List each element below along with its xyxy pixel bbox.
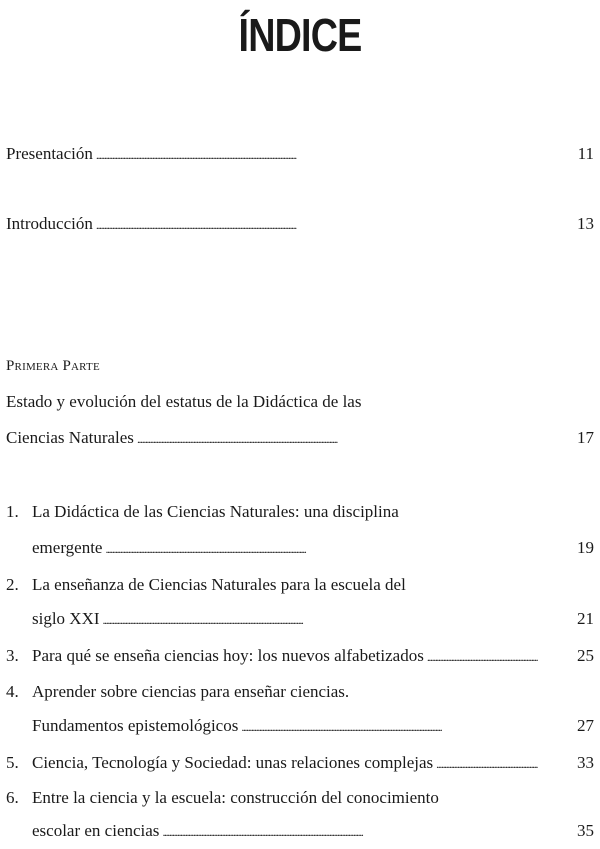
- dot-leader: [103, 605, 538, 634]
- dot-leader: [96, 140, 538, 169]
- chapter-1-line1: [6, 498, 399, 526]
- page-title: ÍNDICE: [238, 9, 362, 61]
- toc-entry-introduccion[interactable]: [0, 210, 600, 238]
- toc-entry-chapter-5[interactable]: [0, 749, 600, 777]
- page-number: 11: [577, 144, 594, 163]
- page-number: 33: [577, 753, 594, 772]
- chapter-title: Aprender sobre ciencias para enseñar ciencias.: [32, 682, 350, 701]
- chapter-title-cont: emergente: [32, 538, 103, 557]
- chapter-title: La enseñanza de Ciencias Naturales para la escuela del: [32, 575, 406, 594]
- chapter-title-cont: Fundamentos epistemológicos: [32, 716, 239, 735]
- page-number: 13: [577, 214, 594, 233]
- dot-leader: [96, 210, 538, 239]
- page-number: 27: [577, 716, 594, 735]
- toc-entry-chapter-1[interactable]: [0, 534, 600, 562]
- chapter-title-cont: siglo XXI: [32, 609, 100, 628]
- page-number: 25: [577, 646, 594, 665]
- dot-leader: [241, 712, 538, 741]
- chapter-number: 3.: [6, 646, 19, 665]
- dot-leader: [427, 642, 538, 671]
- chapter-number: 5.: [6, 753, 19, 772]
- chapter-6-line1: [6, 784, 439, 812]
- toc-entry-label: Introducción: [6, 214, 93, 233]
- chapter-title: Entre la ciencia y la escuela: construcción del conocimiento: [32, 788, 439, 807]
- page-number: 35: [577, 821, 594, 840]
- chapter-title: La Didáctica de las Ciencias Naturales: una disciplina: [32, 502, 399, 521]
- part-heading-line2: Ciencias Naturales: [6, 428, 134, 447]
- chapter-title-cont: escolar en ciencias: [32, 821, 160, 840]
- chapter-title: Para qué se enseña ciencias hoy: los nuevos alfabetizados: [32, 646, 424, 665]
- page-number: 21: [577, 609, 594, 628]
- chapter-number: 4.: [6, 682, 19, 701]
- dot-leader: [105, 534, 538, 563]
- toc-entry-label: Presentación: [6, 144, 93, 163]
- part-heading-line1: Estado y evolución del estatus de la Didáctica de las: [6, 392, 362, 411]
- chapter-4-line1: [6, 678, 349, 706]
- toc-entry-chapter-6[interactable]: [0, 817, 600, 845]
- dot-leader: [436, 749, 538, 778]
- chapter-2-line1: [6, 571, 406, 599]
- toc-entry-part-one[interactable]: [0, 424, 600, 452]
- toc-entry-chapter-4[interactable]: [0, 712, 600, 740]
- page-number: 17: [577, 428, 594, 447]
- chapter-title: Ciencia, Tecnología y Sociedad: unas relaciones complejas: [32, 753, 434, 772]
- toc-entry-chapter-3[interactable]: [0, 642, 600, 670]
- chapter-number: 6.: [6, 788, 19, 807]
- toc-entry-chapter-2[interactable]: [0, 605, 600, 633]
- toc-entry-presentacion[interactable]: [0, 140, 600, 168]
- part-label: Primera Parte: [6, 358, 100, 374]
- dot-leader: [137, 424, 538, 453]
- chapter-number: 1.: [6, 502, 19, 521]
- chapter-number: 2.: [6, 575, 19, 594]
- dot-leader: [162, 817, 538, 846]
- page-number: 19: [577, 538, 594, 557]
